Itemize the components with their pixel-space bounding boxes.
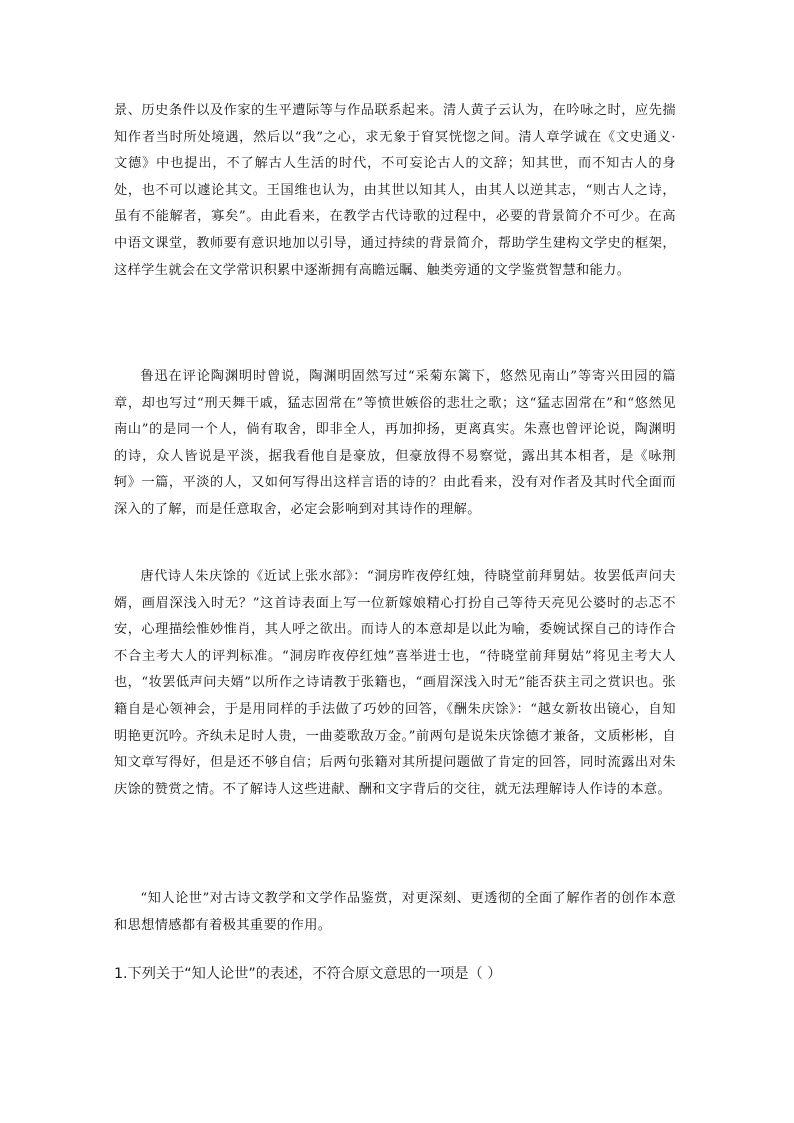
paragraph-lu-xun-tao-yuanming: 鲁迅在评论陶渊明时曾说，陶渊明固然写过“采菊东篱下，悠然见南山”等寄兴田园的篇章，却也写过“刑天舞干戚，猛志固常在”等愤世嫉俗的悲壮之歌；这“猛志固常在”和“悠然见南山”的是同一个人，倘有取舍，即非全人，再加抑扬，更离真实。朱熹也曾评论说，陶渊明的诗，众人皆说是平淡，据我看他自是豪放，但豪放得不易察觉，露出其本相者，是《咏荆轲》一篇，平淡的人，又如何写得出这样言语的诗的？由此看来，没有对作者及其时代全面而深入的了解，而是任意取舍，必定会影响到对其诗作的理解。 — [114, 369, 676, 517]
question-1: 1.下列关于“知人论世”的表述，不符合原文意思的一项是（ ） — [114, 966, 502, 982]
paragraph-zhu-qingyu-poem: 唐代诗人朱庆馀的《近试上张水部》：“洞房昨夜停红烛，待晓堂前拜舅姑。妆罢低声问夫婿，画眉深浅入时无？”这首诗表面上写一位新嫁娘精心打扮自己等待天亮见公婆时的忐忑不安，心理描绘惟妙惟肖，其人呼之欲出。而诗人的本意却是以此为喻，委婉试探自己的诗作合不合主考大人的评判标准。“洞房昨夜停红烛”喜举进士也，“待晓堂前拜舅姑”将见主考大人也，“妆罢低声问夫婿”以所作之诗请教于张籍也，“画眉深浅入时无”能否获主司之赏识也。张籍自是心领神会，于是用同样的手法做了巧妙的回答，《酬朱庆馀》：“越女新妆出镜心，自知明艳更沉吟。齐纨未足时人贵，一曲菱歌敌万金。”前两句是说朱庆馀德才兼备，文质彬彬，自知文章写得好，但是还不够自信；后两句张籍对其所提问题做了肯定的回答，同时流露出对朱庆馀的赞赏之情。不了解诗人这些进献、酬和文字背后的交往，就无法理解诗人作诗的本意。 — [114, 569, 676, 797]
paragraph-background-context: 景、历史条件以及作家的生平遭际等与作品联系起来。清人黄子云认为，在吟咏之时，应先揣知作者当时所处境遇，然后以“我”之心，求无象于窅冥恍惚之间。清人章学诚在《文史通义·文德》中也提出，不了解古人生活的时代，不可妄论古人的文辞；知其世，而不知古人的身处，也不可以遽论其文。王国维也认为，由其世以知其人，由其人以逆其志，“则古人之诗，虽有不能解者，寡矣”。由此看来，在教学古代诗歌的过程中，必要的背景简介不可少。在高中语文课堂，教师要有意识地加以引导，通过持续的背景简介，帮助学生建构文学史的框架，这样学生就会在文学常识积累中逐渐拥有高瞻远瞩、触类旁通的文学鉴赏智慧和能力。 — [114, 103, 676, 278]
paragraph-conclusion: “知人论世”对古诗文教学和文学作品鉴赏，对更深刻、更透彻的全面了解作者的创作本意和思想情感都有着极其重要的作用。 — [114, 891, 676, 933]
